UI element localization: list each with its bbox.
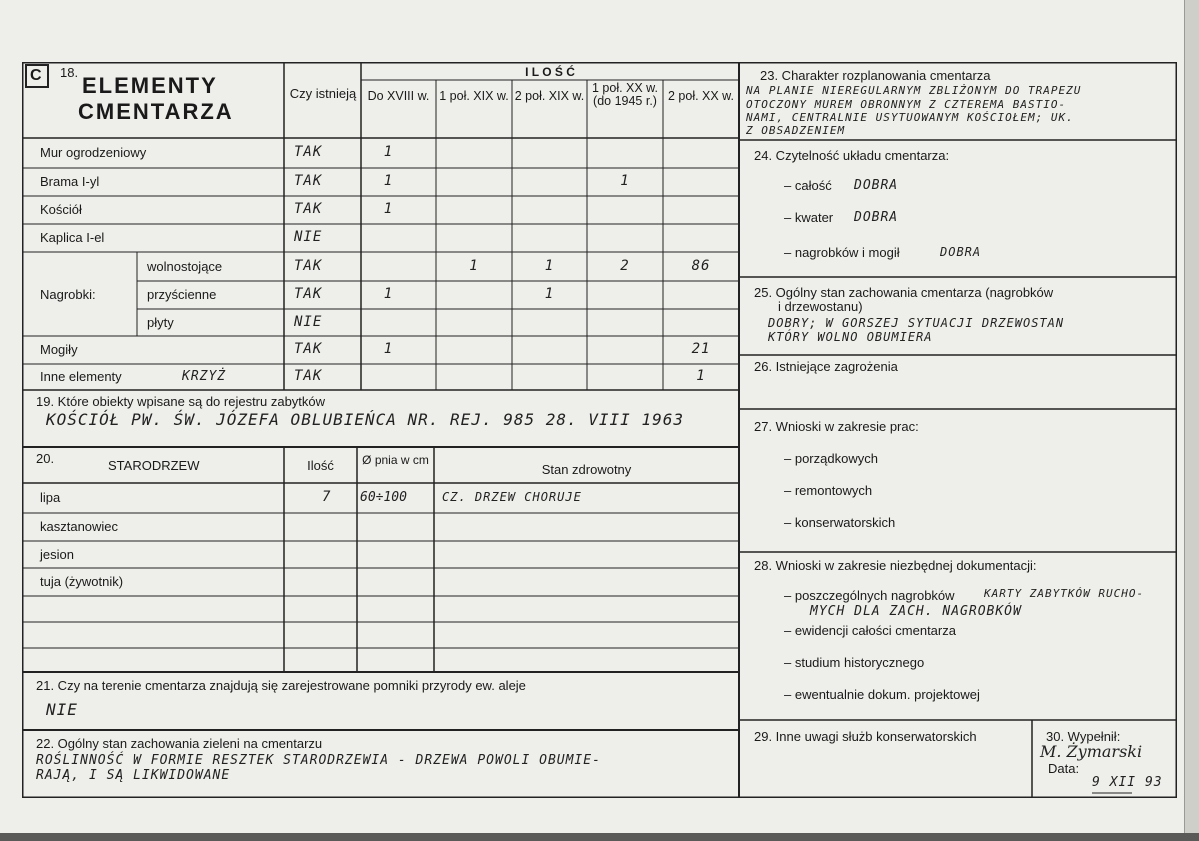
s23-label: 23. Charakter rozplanowania cmentarza <box>760 68 991 83</box>
count-value: 2 <box>620 257 630 274</box>
s24-item-label-3: – nagrobków i mogił <box>784 245 900 260</box>
s24-label: 24. Czytelność układu cmentarza: <box>754 148 950 163</box>
tree-name: jesion <box>40 546 74 562</box>
col-exists-header: Czy istnieją <box>289 86 357 101</box>
element-label: Kaplica I-el <box>40 230 105 245</box>
s24-item-label-2: – kwater <box>784 210 834 225</box>
s27-label: 27. Wnioski w zakresie prac: <box>754 419 919 434</box>
period-header: 2 poł. XIX w. <box>514 89 585 103</box>
element-label: Kościół <box>40 202 82 217</box>
element-label: płyty <box>147 314 174 330</box>
s21-label: 21. Czy na terenie cmentarza znajdują się zarejestrowane pomniki przyrody ew. aleje <box>36 678 526 693</box>
s29-label: 29. Inne uwagi służb konserwatorskich <box>754 729 977 744</box>
exists-value: TAK <box>294 368 323 384</box>
s23-line-4: Z OBSADZENIEM <box>746 124 846 137</box>
element-label: Inne elementy <box>40 369 122 384</box>
s28-item-4: – ewentualnie dokum. projektowej <box>784 687 980 702</box>
element-label: Brama I-yl <box>40 174 100 189</box>
period-header: 2 poł. XX w. <box>667 89 734 103</box>
tree-name: tuja (żywotnik) <box>40 574 124 589</box>
s20-col-health: Stan zdrowotny <box>541 462 632 477</box>
count-value: 21 <box>691 341 711 357</box>
exists-value: TAK <box>294 286 323 302</box>
count-value: 1 <box>383 173 394 189</box>
element-label: przyścienne <box>147 287 217 302</box>
element-label: Mogiły <box>40 342 78 357</box>
count-value: 1 <box>383 341 394 357</box>
s28-item-3: – studium historycznego <box>784 655 925 670</box>
exists-value: TAK <box>294 144 323 160</box>
element-extra: KRZYŻ <box>182 369 227 384</box>
count-value: 1 <box>544 286 555 302</box>
element-label: wolnostojące <box>147 258 223 274</box>
s18-title-1: ELEMENTY <box>82 73 218 98</box>
card-edge <box>1184 0 1199 841</box>
period-header: 1 poł. XIX w. <box>439 89 509 103</box>
s21-value: NIE <box>46 700 78 719</box>
element-label: Mur ogrodzeniowy <box>40 145 147 160</box>
s23-line-3: NAMI, CENTRALNIE USYTUOWANYM KOŚCIOŁEM; UK. <box>746 111 1074 124</box>
exists-value: TAK <box>294 173 323 189</box>
s28-item-1-value-1: KARTY ZABYTKÓW RUCHO- <box>984 587 1145 600</box>
s23-line-1: NA PLANIE NIEREGULARNYM ZBLIŻONYM DO TRAPEZU <box>746 84 1082 97</box>
s30-date-value: 9 XII 93 <box>1092 775 1163 790</box>
tree-qty: 7 <box>322 489 332 505</box>
s23-line-2: OTOCZONY MUREM OBRONNYM Z CZTEREMA BASTIO- <box>746 98 1067 111</box>
tree-name: lipa <box>40 490 61 505</box>
s20-col-diam: Ø pnia w cm <box>362 453 429 467</box>
count-value: 1 <box>469 257 479 274</box>
nagrobki-label: Nagrobki: <box>40 287 96 302</box>
s19-value: KOŚCIÓŁ PW. ŚW. JÓZEFA OBLUBIEŃCA NR. REJ. 985 28. VIII 1963 <box>46 410 684 429</box>
s25-value-1: DOBRY; W GORSZEJ SYTUACJI DRZEWOSTAN <box>768 316 1065 330</box>
tree-health: CZ. DRZEW CHORUJE <box>442 490 582 504</box>
s18-title-2: CMENTARZA <box>78 99 234 124</box>
tree-diam: 60÷100 <box>360 490 407 505</box>
exists-value: TAK <box>294 257 323 274</box>
tree-name: kasztanowiec <box>40 519 119 534</box>
s30-date-label: Data: <box>1048 761 1080 776</box>
s22-value-1: ROŚLINNOŚĆ W FORMIE RESZTEK STARODRZEWIA - DRZEWA POWOLI OBUMIE- <box>36 753 601 768</box>
count-value: 1 <box>383 286 394 302</box>
s20-col-qty: Ilość <box>307 458 334 473</box>
s27-item-1: – porządkowych <box>784 451 878 466</box>
s24-item-value-3: DOBRA <box>940 245 982 259</box>
exists-value: NIE <box>294 229 323 245</box>
s25-label-2: i drzewostanu) <box>778 299 863 314</box>
s19-label: 19. Które obiekty wpisane są do rejestru zabytków <box>36 394 326 409</box>
s25-value-2: KTÓRY WOLNO OBUMIERA <box>768 330 933 344</box>
s28-item-1-value-2: MYCH DLA ZACH. NAGROBKÓW <box>810 604 1022 619</box>
s20-number: 20. <box>36 451 55 466</box>
count-value: 1 <box>620 173 630 189</box>
scanner-edge <box>0 833 1199 841</box>
s22-label: 22. Ogólny stan zachowania zieleni na cmentarzu <box>36 736 323 751</box>
s20-title: STARODRZEW <box>108 458 200 473</box>
count-value: 1 <box>383 144 394 160</box>
s24-item-value-2: DOBRA <box>854 210 899 225</box>
exists-value: TAK <box>294 341 323 357</box>
form-sheet <box>22 62 1177 798</box>
s28-label: 28. Wnioski w zakresie niezbędnej dokumentacji: <box>754 558 1037 573</box>
count-value: 1 <box>544 257 555 274</box>
s28-item-1: – poszczególnych nagrobków <box>784 588 955 603</box>
exists-value: TAK <box>294 201 323 217</box>
count-value: 1 <box>383 201 394 217</box>
s24-item-label-1: – całość <box>784 178 832 193</box>
s30-signature: M. Żymarski <box>1040 742 1143 761</box>
section-letter: C <box>30 67 42 84</box>
s25-label-1: 25. Ogólny stan zachowania cmentarza (nagrobków <box>754 285 1054 300</box>
s24-item-value-1: DOBRA <box>854 178 899 193</box>
exists-value: NIE <box>294 313 323 330</box>
s30-label: 30. Wypełnił: <box>1046 729 1121 744</box>
s27-item-3: – konserwatorskich <box>784 515 896 530</box>
period-header: Do XVIII w. <box>367 89 430 103</box>
s27-item-2: – remontowych <box>784 483 873 498</box>
count-value: 1 <box>696 368 706 384</box>
ilosc-header: I L O Ś Ć <box>525 65 575 79</box>
count-value: 86 <box>691 257 711 274</box>
s22-value-2: RAJĄ, I SĄ LIKWIDOWANE <box>36 768 231 783</box>
period-header: 1 poł. XX w. (do 1945 r.) <box>591 81 658 108</box>
s18-number: 18. <box>60 65 79 80</box>
s26-label: 26. Istniejące zagrożenia <box>754 359 898 374</box>
s28-item-2: – ewidencji całości cmentarza <box>784 623 956 638</box>
